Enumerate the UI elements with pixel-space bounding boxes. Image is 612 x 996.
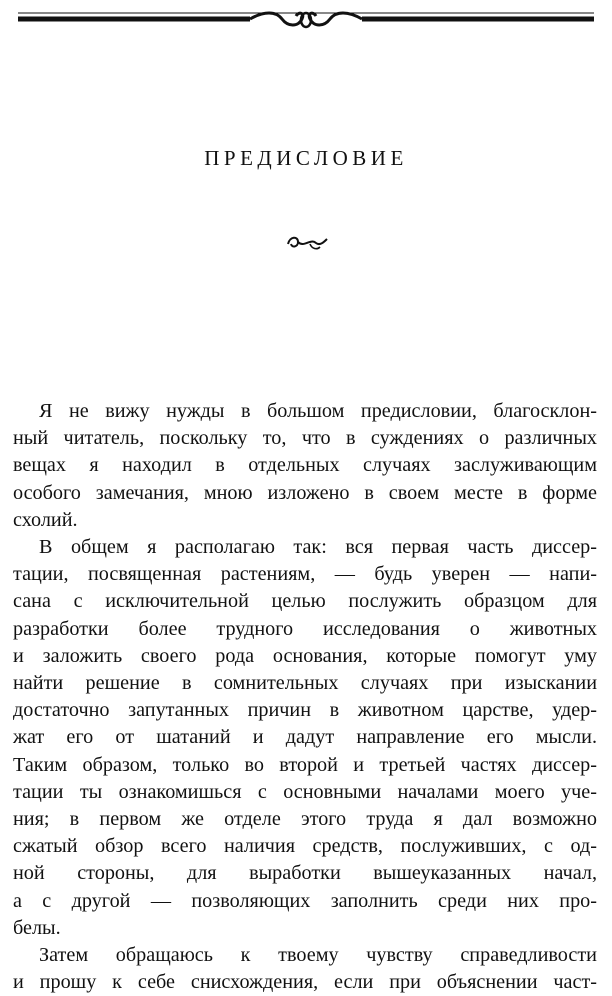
text-line: и заложить своего рода основания, которые помогут уму: [13, 644, 597, 667]
text-line: достаточно запутанных причин в животном царстве, удер-: [13, 699, 597, 722]
text-line: вещах я находил в отдельных случаях заслуживающим: [13, 454, 597, 477]
text-line: тации, посвященная растениям, — будь уверен — напи-: [13, 563, 597, 586]
preface-text: [13, 398, 597, 996]
page-title: ПРЕДИСЛОВИЕ: [204, 146, 408, 170]
text-line: белы.: [13, 916, 61, 939]
text-line: ния; в первом же отделе этого труда я дал возможно: [13, 808, 597, 831]
text-line: сана с исключительной целью послужить образцом для: [13, 590, 597, 613]
text-line: и прошу к себе снисхождения, если при объяснении част-: [13, 971, 597, 994]
text-line: жат его от шатаний и дадут направление его мысли.: [13, 726, 597, 749]
text-line: ной стороны, для выработки вышеуказанных начал,: [13, 862, 597, 885]
paragraph: [13, 534, 597, 942]
text-line: Затем обращаюсь к твоему чувству справедливости: [39, 944, 597, 967]
flourish-icon: [284, 232, 330, 254]
text-line: найти решение в сомнительных случаях при изыскании: [13, 672, 597, 695]
text-line: особого замечания, мною изложено в своем месте в форме: [13, 481, 597, 504]
text-line: ный читатель, поскольку то, что в суждениях о различных: [13, 427, 597, 450]
paragraph: [13, 398, 597, 534]
text-line: схолий.: [13, 508, 78, 531]
paragraph: [13, 942, 597, 996]
text-line: разработки более трудного исследования о животных: [13, 617, 597, 640]
text-line: а с другой — позволяющих заполнить среди них про-: [13, 889, 597, 912]
text-line: Я не вижу нужды в большом предисловии, благосклон-: [39, 400, 597, 422]
text-line: тации ты ознакомишься с основными началами моего уче-: [13, 780, 597, 803]
text-line: В общем я располагаю так: вся первая часть диссер-: [39, 536, 597, 559]
header-rule-flourish-icon: [18, 8, 594, 30]
text-line: Таким образом, только во второй и третьей частях диссер-: [13, 753, 597, 776]
text-line: сжатый обзор всего наличия средств, послуживших, с од-: [13, 835, 597, 858]
